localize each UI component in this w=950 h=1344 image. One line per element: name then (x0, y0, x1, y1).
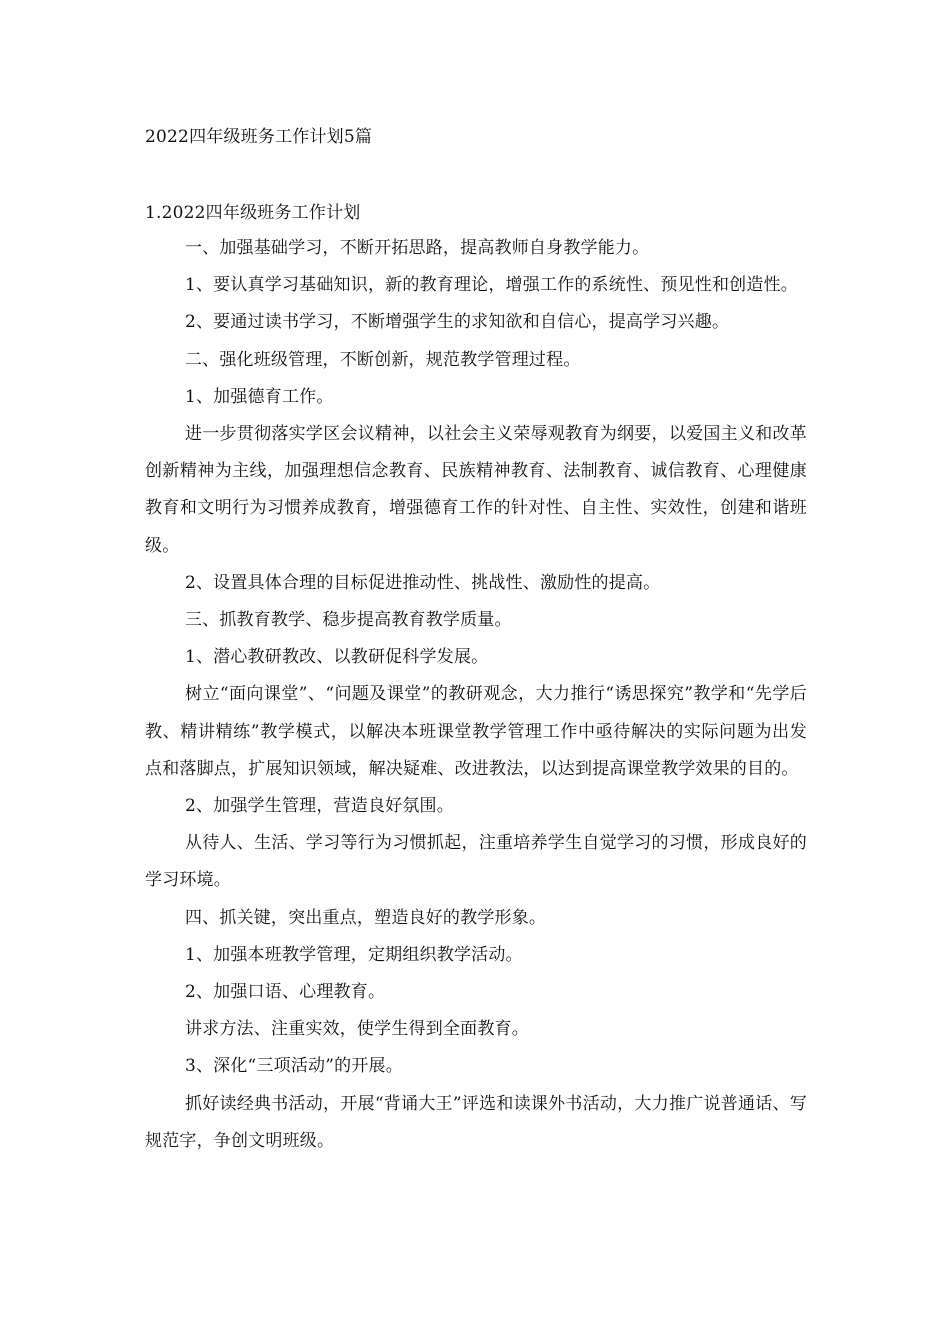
paragraph: 3、深化“三项活动”的开展。 (184, 1056, 403, 1077)
paragraph: 1、加强德育工作。 (184, 386, 334, 407)
document-body (145, 230, 807, 1160)
paragraph: 抓好读经典书活动，开展“背诵大王”评选和读课外书活动，大力推广说普通话、写规范字，争创文明班级。 (145, 1093, 807, 1151)
document-title: 2022四年级班务工作计划5篇 (145, 127, 373, 147)
paragraph: 三、抓教育教学、稳步提高教育教学质量。 (184, 610, 512, 631)
paragraph: 树立“面向课堂”、“问题及课堂”的教研观念，大力推行“诱思探究”教学和“先学后教、精讲精练”教学模式，以解决本班课堂教学管理工作中亟待解决的实际问题为出发点和落脚点，扩展知识领域，解决疑难、改进教法，以达到提高课堂教学效果的目的。 (145, 684, 807, 779)
paragraph: 2、加强学生管理，营造良好氛围。 (184, 796, 454, 817)
paragraph: 1、要认真学习基础知识，新的教育理论，增强工作的系统性、预见性和创造性。 (184, 275, 798, 296)
paragraph: 1、加强本班教学管理，定期组织教学活动。 (184, 944, 523, 965)
paragraph: 1、潜心教研教改、以教研促科学发展。 (184, 647, 489, 668)
paragraph: 2、加强口语、心理教育。 (184, 982, 386, 1003)
paragraph: 讲求方法、注重实效，使学生得到全面教育。 (184, 1019, 529, 1040)
paragraph: 2、设置具体合理的目标促进推动性、挑战性、激励性的提高。 (184, 572, 661, 593)
paragraph: 2、要通过读书学习，不断增强学生的求知欲和自信心，提高学习兴趣。 (184, 312, 730, 333)
paragraph: 进一步贯彻落实学区会议精神，以社会主义荣辱观教育为纲要，以爱国主义和改革创新精神为主线，加强理想信念教育、民族精神教育、法制教育、诚信教育、心理健康教育和文明行为习惯养成教育，增强德育工作的针对性、自主性、实效性，创建和谐班级。 (145, 424, 807, 556)
paragraph: 四、抓关键，突出重点，塑造良好的教学形象。 (184, 907, 547, 928)
paragraph: 从待人、生活、学习等行为习惯抓起，注重培养学生自觉学习的习惯，形成良好的学习环境。 (145, 833, 807, 891)
section-heading: 1.2022四年级班务工作计划 (145, 203, 361, 223)
paragraph: 二、强化班级管理，不断创新，规范教学管理过程。 (184, 349, 581, 370)
paragraph: 一、加强基础学习，不断开拓思路，提高教师自身教学能力。 (184, 238, 650, 258)
